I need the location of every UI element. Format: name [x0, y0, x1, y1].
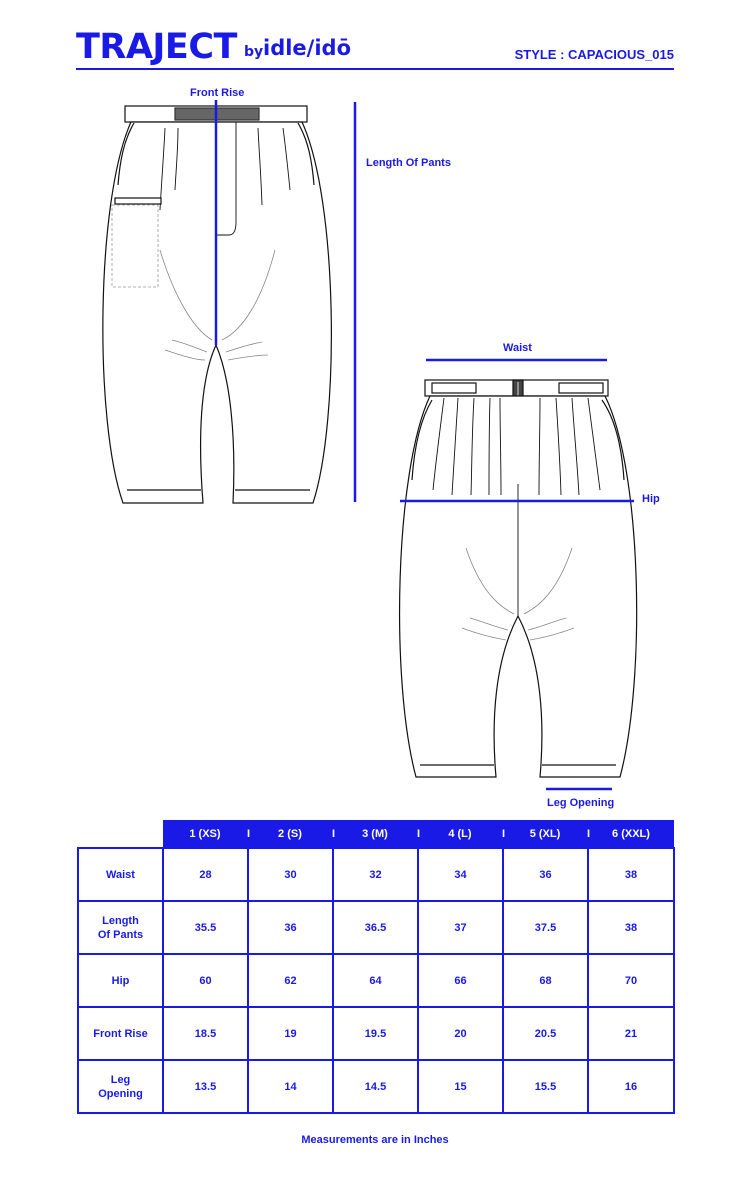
table-cell: 66: [418, 954, 503, 1007]
row-label: Waist: [78, 848, 163, 901]
table-cell: 62: [248, 954, 333, 1007]
table-cell: 13.5: [163, 1060, 248, 1113]
table-cell: 21: [588, 1007, 674, 1060]
label-leg-opening: Leg Opening: [547, 797, 615, 809]
table-cell: 36.5: [333, 901, 418, 954]
column-header: 2 (S) I: [248, 820, 333, 848]
footnote: Measurements are in Inches: [301, 1134, 449, 1146]
table-cell: 32: [333, 848, 418, 901]
table-cell: 14: [248, 1060, 333, 1113]
column-header: 4 (L) I: [418, 820, 503, 848]
table-row: [78, 1007, 674, 1060]
table-cell: 30: [248, 848, 333, 901]
table-row: [78, 954, 674, 1007]
label-length-of-pants: Length Of Pants: [366, 157, 451, 169]
size-chart-table: [77, 820, 675, 1114]
table-corner: [78, 820, 163, 848]
table-cell: 38: [588, 901, 674, 954]
table-cell: 37: [418, 901, 503, 954]
table-cell: 64: [333, 954, 418, 1007]
brand-logo: TRAJECT: [76, 27, 237, 67]
label-front-rise: Front Rise: [190, 87, 245, 99]
table-cell: 28: [163, 848, 248, 901]
table-cell: 60: [163, 954, 248, 1007]
brand-by: by: [244, 44, 264, 60]
label-waist: Waist: [503, 342, 532, 354]
table-cell: 68: [503, 954, 588, 1007]
table-cell: 15: [418, 1060, 503, 1113]
table-cell: 19: [248, 1007, 333, 1060]
table-cell: 15.5: [503, 1060, 588, 1113]
column-header: 3 (M) I: [333, 820, 418, 848]
row-label: Hip: [78, 954, 163, 1007]
column-header: 1 (XS) I: [163, 820, 248, 848]
row-label: Length Of Pants: [78, 901, 163, 954]
table-cell: 19.5: [333, 1007, 418, 1060]
brand-subtitle: idle/idō: [263, 36, 351, 60]
row-label: Front Rise: [78, 1007, 163, 1060]
table-cell: 20.5: [503, 1007, 588, 1060]
style-code: STYLE : CAPACIOUS_015: [514, 47, 674, 62]
front-view-sketch: [0, 70, 750, 810]
label-hip: Hip: [642, 493, 660, 505]
table-cell: 14.5: [333, 1060, 418, 1113]
column-header: 5 (XL) I: [503, 820, 588, 848]
column-header: 6 (XXL): [588, 820, 674, 848]
table-cell: 16: [588, 1060, 674, 1113]
table-header-row: [78, 820, 674, 848]
table-cell: 34: [418, 848, 503, 901]
table-row: [78, 901, 674, 954]
table-cell: 37.5: [503, 901, 588, 954]
header: [0, 0, 750, 72]
table-cell: 36: [503, 848, 588, 901]
table-cell: 35.5: [163, 901, 248, 954]
table-cell: 20: [418, 1007, 503, 1060]
row-label: Leg Opening: [78, 1060, 163, 1113]
table-cell: 36: [248, 901, 333, 954]
table-row: [78, 848, 674, 901]
table-cell: 18.5: [163, 1007, 248, 1060]
table-cell: 38: [588, 848, 674, 901]
table-cell: 70: [588, 954, 674, 1007]
table-row: [78, 1060, 674, 1113]
